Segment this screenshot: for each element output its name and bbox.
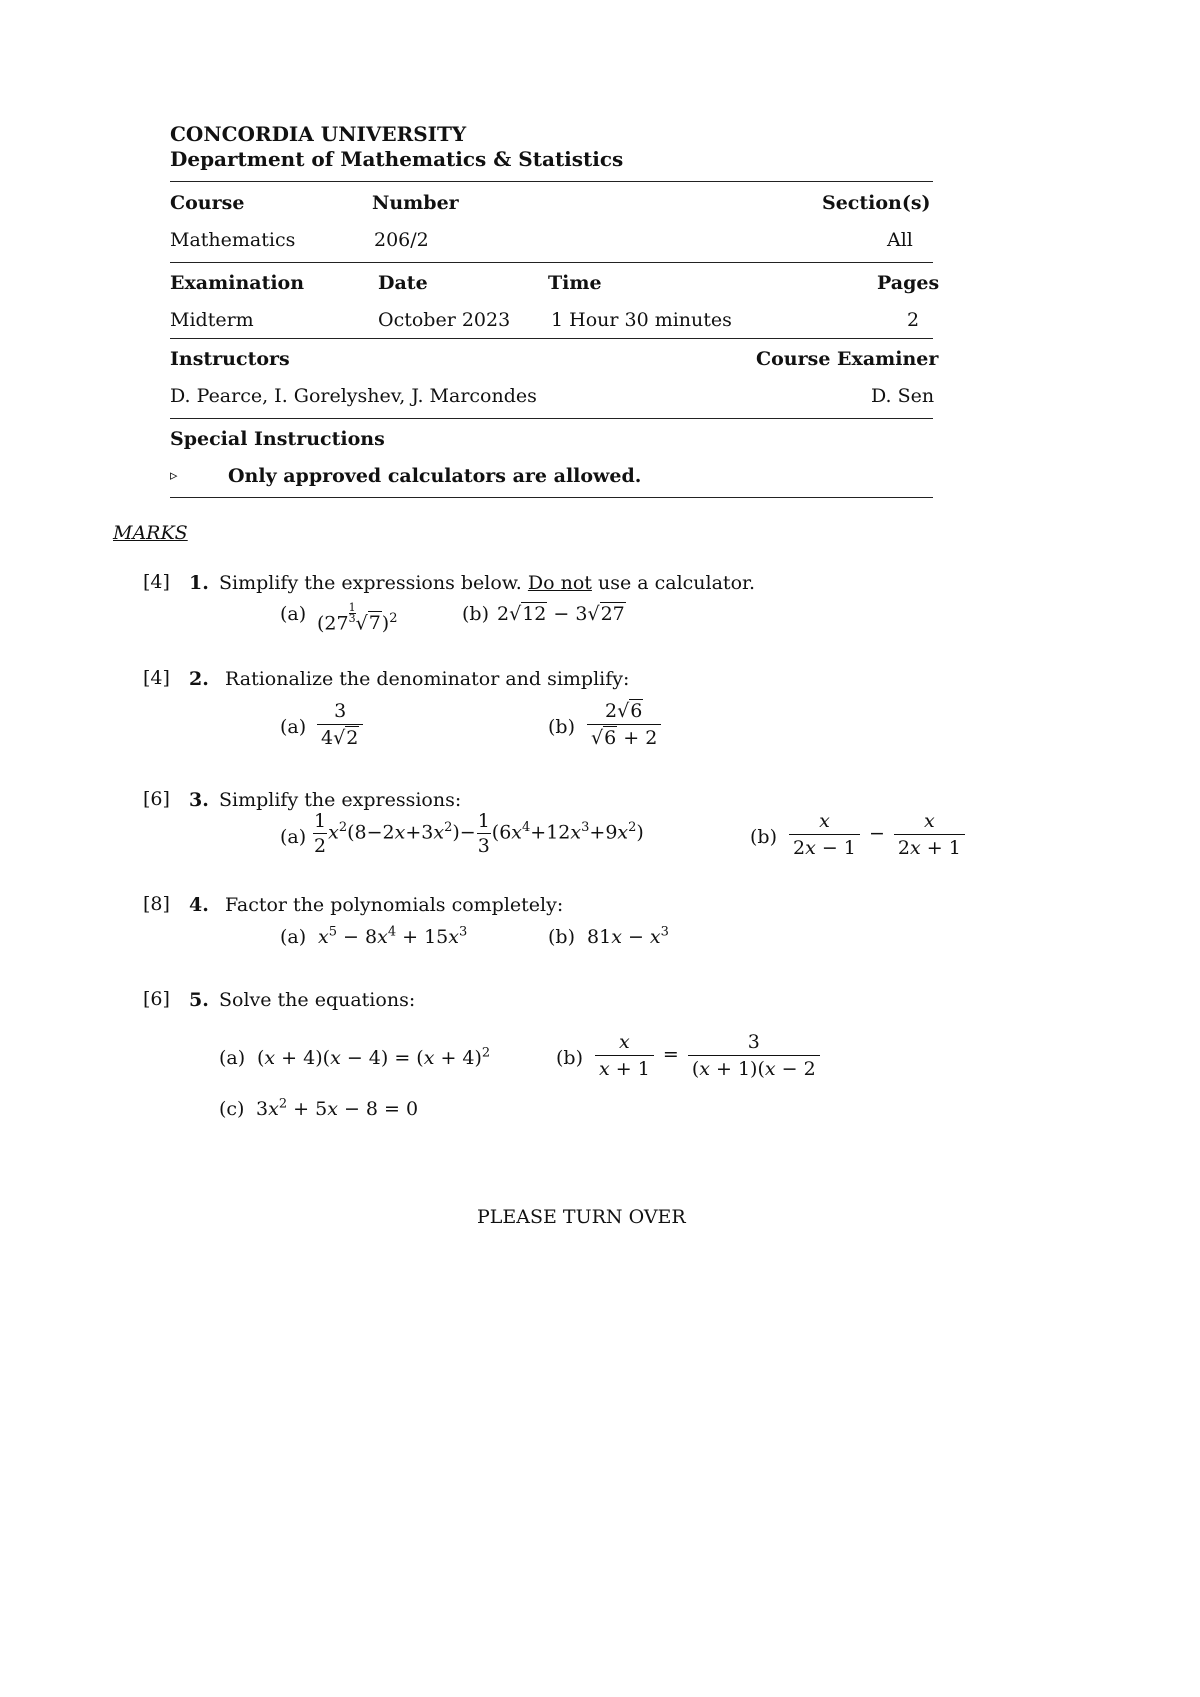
question-mark: [8] [143,893,170,915]
part-label: (a) [280,603,307,625]
question-mark: [4] [143,667,170,689]
question-text: Factor the polynomials completely: [225,894,564,916]
triangle-bullet-icon: ▹ [170,466,178,484]
examiner-value: D. Sen [871,385,935,407]
pages-label: Pages [877,272,940,294]
question-number: 5. [189,989,209,1011]
table-rule [170,418,933,419]
part-label: (a) [219,1047,246,1069]
part-label: (b) [462,603,489,625]
sections-label: Section(s) [822,192,931,214]
question-text: Simplify the expressions: [219,789,462,811]
math-fraction: $\frac{2√6}{√6 + 2}$ [584,700,664,749]
math-expression: $(x + 4)(x - 4) = (x + 4)^2$ [257,1045,491,1069]
table-rule [170,338,933,339]
math-fraction: $\frac{3}{4√2}$ [314,700,366,749]
number-label: Number [372,192,459,214]
math-expression: 2√12 − 3√27 [497,603,625,625]
examiner-label: Course Examiner [756,348,939,370]
math-expression: $\frac{1}{2}$ $x^2(8-2x+3x^2)-$ $\frac{1}{3}$ $(6x^4+12x^3+9x^2)$ [314,810,644,857]
part-label: (a) [280,716,307,738]
math-expression: (27 $\frac{1}{3}$ √7)$^2$ [317,601,398,635]
pages-value: 2 [907,309,920,331]
table-rule [170,497,933,498]
part-label: (b) [750,826,777,848]
question-number: 3. [189,789,209,811]
course-label: Course [170,192,245,214]
exam-label: Examination [170,272,305,294]
question-number: 2. [189,668,209,690]
time-value: 1 Hour 30 minutes [551,309,732,331]
part-label: (a) [280,926,307,948]
marks-heading: MARKS [113,522,188,544]
math-expression: $3x^2 + 5x - 8 = 0$ [256,1096,419,1120]
math-expression: $x^5 - 8x^4 + 15x^3$ [318,924,468,948]
math-expression: $81x - x^3$ [587,924,669,948]
part-label: (b) [548,926,575,948]
number-value: 206/2 [374,229,429,251]
question-mark: [6] [143,988,170,1010]
instructors-label: Instructors [170,348,290,370]
special-instructions-label: Special Instructions [170,428,385,450]
question-text: Solve the equations: [219,989,416,1011]
part-label: (a) [280,826,307,848]
part-label: (b) [556,1047,583,1069]
date-label: Date [378,272,428,294]
math-expression: $\frac{x}{2x - 1}$ − $\frac{x}{2x + 1}$ [786,810,968,859]
instructors-value: D. Pearce, I. Gorelyshev, J. Marcondes [170,385,537,407]
question-number: 4. [189,894,209,916]
question-text: Rationalize the denominator and simplify: [225,668,630,690]
question-mark: [6] [143,788,170,810]
part-label: (b) [548,716,575,738]
course-value: Mathematics [170,229,296,251]
part-label: (c) [219,1098,245,1120]
university-name: CONCORDIA UNIVERSITY [170,122,467,146]
table-rule [170,181,933,182]
exam-value: Midterm [170,309,254,331]
department-name: Department of Mathematics & Statistics [170,147,624,171]
question-number: 1. [189,572,209,594]
special-instruction-text: Only approved calculators are allowed. [228,465,642,487]
table-rule [170,262,933,263]
please-turn-over: PLEASE TURN OVER [477,1206,686,1228]
question-mark: [4] [143,571,170,593]
sections-value: All [887,229,913,251]
question-text: Simplify the expressions below. Do not use a calculator. [219,572,756,594]
time-label: Time [548,272,602,294]
math-expression: $\frac{x}{x + 1}$ = $\frac{3}{(x + 1)(x - 2}$ [592,1031,823,1080]
date-value: October 2023 [378,309,511,331]
